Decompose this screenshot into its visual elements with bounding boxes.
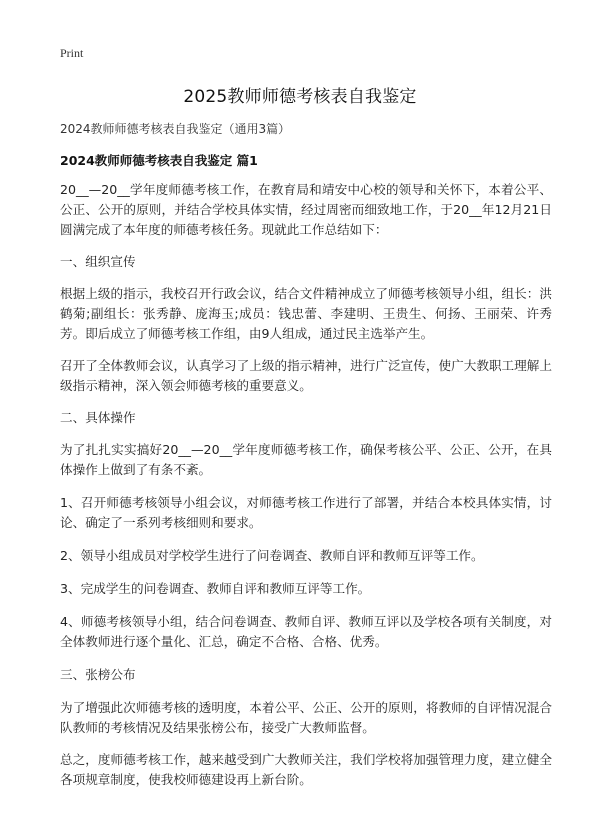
section-heading: 2024教师师德考核表自我鉴定 篇1 bbox=[60, 153, 258, 168]
list-item-2: 2、领导小组成员对学校学生进行了问卷调查、教师自评和教师互评等工作。 bbox=[60, 548, 484, 563]
list-item-3: 3、完成学生的问卷调查、教师自评和教师互评等工作。 bbox=[60, 581, 371, 596]
paragraph-operation: 为了扎扎实实搞好20__—20__学年度师德考核工作，确保考核公平、公正、公开，在具体操作上做到了有条不紊。 bbox=[60, 442, 552, 477]
heading-organization: 一、组织宣传 bbox=[60, 254, 136, 269]
paragraph-meeting: 召开了全体教师会议，认真学习了上级的指示精神，进行广泛宣传，使广大教职工理解上级指示精神，深入领会师德考核的重要意义。 bbox=[60, 358, 552, 393]
document-title: 2025教师师德考核表自我鉴定 bbox=[183, 87, 417, 107]
paragraph-publish: 为了增强此次师德考核的透明度，本着公平、公正、公开的原则，将教师的自评情况混合队教师的考核情况及结果张榜公布，接受广大教师监督。 bbox=[60, 700, 552, 735]
heading-operation: 二、具体操作 bbox=[60, 410, 136, 425]
paragraph-intro: 20__—20__学年度师德考核工作，在教育局和靖安中心校的领导和关怀下，本着公平、公正、公开的原则，并结合学校具体实情，经过周密而细致地工作，于20__年12月21日圆满完成了本年度的师德考核任务。现就此工作总结如下： bbox=[60, 182, 552, 237]
document-subtitle: 2024教师师德考核表自我鉴定（通用3篇） bbox=[60, 122, 291, 136]
list-item-1: 1、召开师德考核领导小组会议，对师德考核工作进行了部署，并结合本校具体实情，讨论、确定了一系列考核细则和要求。 bbox=[60, 495, 552, 530]
paragraph-summary: 总之，度师德考核工作，越来越受到广大教师关注，我们学校将加强管理力度，建立健全各项规章制度，使我校师德建设再上新台阶。 bbox=[60, 752, 552, 787]
heading-publish: 三、张榜公布 bbox=[60, 667, 136, 682]
list-item-4: 4、师德考核领导小组，结合问卷调查、教师自评、教师互评以及学校各项有关制度，对全体教师进行逐个量化、汇总，确定不合格、合格、优秀。 bbox=[60, 614, 552, 649]
print-link[interactable]: Print bbox=[60, 46, 84, 60]
document-body bbox=[60, 180, 552, 790]
paragraph-organization: 根据上级的指示，我校召开行政会议，结合文件精神成立了师德考核领导小组，组长：洪鹤菊;副组长：张秀静、庞海玉;成员：钱忠蕾、李建明、王贵生、何扬、王丽荣、许秀芳。即后成立了师德考核工作组，由9人组成，通过民主选举产生。 bbox=[60, 286, 552, 341]
